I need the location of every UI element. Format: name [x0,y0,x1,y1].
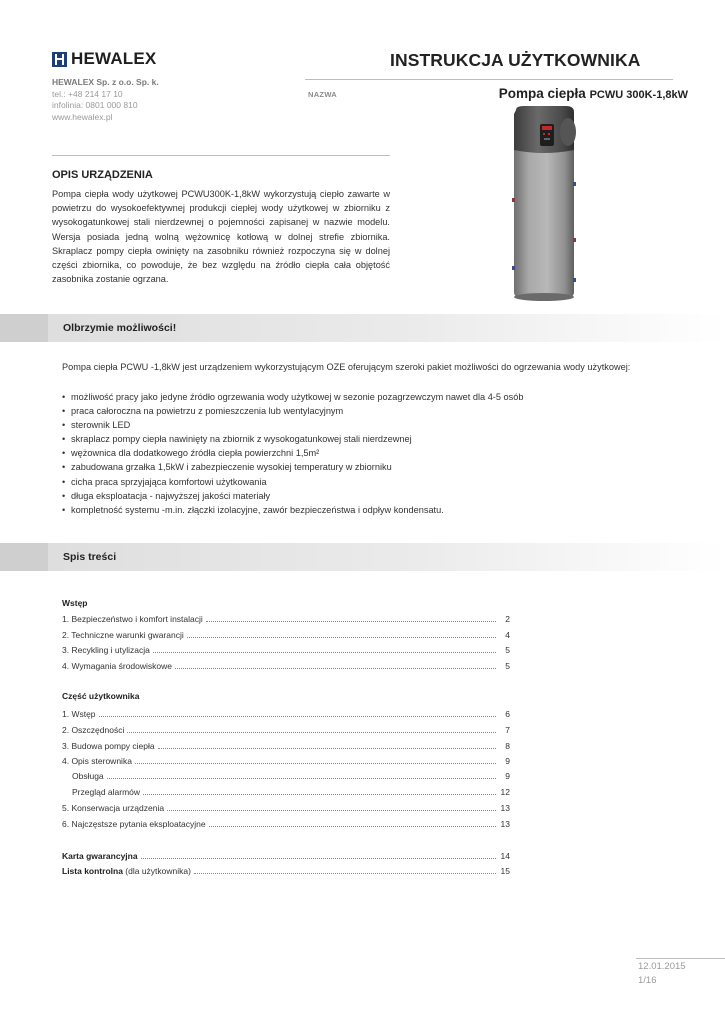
toc-entry-label: 2. Oszczędności [62,725,125,735]
toc-entry[interactable] [62,817,510,829]
toc-entry-page: 13 [500,803,510,813]
footer-date: 12.01.2015 [638,961,686,972]
list-item: • skraplacz pompy ciepła nawinięty na zbiornik z wysokogatunkowej stali nierdzewnej [62,432,523,446]
toc-entry[interactable] [62,769,510,781]
list-item: • zabudowana grzałka 1,5kW i zabezpieczenie wysokiej temperatury w zbiorniku [62,460,523,474]
toc-entry[interactable] [62,628,510,640]
toc-band [0,543,725,571]
description-body: Pompa ciepła wody użytkowej PCWU300K-1,8kW wykorzystują ciepło zawarte w powietrzu do wysokoefektywnej produkcji ciepłej wody użytkowej w zbiorniku z wysokogatunkowej stali nierdzewnej o pojemności zapisanej w nazwie modelu. Wersja posiada jedną wolną wężownicę kotłową w dolnej strefie zbiornika. Skraplacz pompy ciepła owinięty na zasobniku również rozpoczyna się w dolnej części zbiornika, co powoduje, że bez względu na źródło ciepła cała objętość zasobnika zostanie ogrzana. [52,189,390,285]
toc-entry-label: Przegląd alarmów [72,787,141,797]
company-name: HEWALEX Sp. z o.o. Sp. k. [52,77,159,87]
company-phone: tel.: +48 214 17 10 [52,88,123,99]
toc-entry-page: 13 [500,819,510,829]
company-infoline: infolinia: 0801 000 810 [52,100,138,110]
capabilities-intro: Pompa ciepła PCWU -1,8kW jest urządzeniem wykorzystującym OZE oferującym szeroki pakiet możliwości do ogrzewania wody użytkowej: [62,362,631,372]
toc-entry-suffix: (dla użytkownika) [122,866,191,876]
toc-entry-page: 9 [505,771,510,781]
toc-entry-label: 3. Budowa pompy ciepła [62,741,155,751]
list-item: • możliwość pracy jako jedyne źródło ogrzewania wody użytkowej w sezonie pozagrzewczym nawet dla 4-5 osób [62,390,523,404]
list-item: • kompletność systemu -m.in. złączki izolacyjne, zawór bezpieczeństwa i odpływ kondensatu. [62,503,523,517]
toc-entry-label: 2. Techniczne warunki gwarancji [62,630,184,640]
brand-name: HEWALEX [71,49,157,68]
toc-heading: Spis treści [63,551,117,563]
hewalex-logo [52,50,156,68]
toc-entry-page: 7 [505,725,510,735]
company-website: www.hewalex.pl [52,111,113,122]
toc-entry-label: Obsługa [72,771,104,781]
hewalex-logo-mark-icon [52,52,67,67]
toc-entry[interactable] [62,723,510,735]
toc-entry-label: 1. Wstęp [62,709,96,719]
toc-entry-checklist[interactable] [62,864,510,876]
heat-pump-product-image [500,106,588,302]
toc-entry-label: Karta gwarancyjna [62,851,138,861]
model-prefix: Pompa ciepła [498,86,586,101]
toc-entry-label: 4. Opis sterownika [62,756,132,766]
footer-page-number: 1/16 [638,975,657,986]
toc-entry-page: 4 [505,630,510,640]
toc-entry-page: 14 [500,851,510,861]
company-contact [52,77,159,123]
toc-entry-page: 9 [505,756,510,766]
toc-section-intro: Wstęp [62,598,88,608]
toc-entry-page: 5 [505,661,510,671]
toc-entry-warranty-card[interactable] [62,849,510,861]
toc-entry-label: 5. Konserwacja urządzenia [62,803,165,813]
toc-entry-label: 6. Najczęstsze pytania eksploatacyjne [62,819,206,829]
capabilities-list [62,390,523,517]
document-title: INSTRUKCJA UŻYTKOWNIKA [390,50,641,70]
toc-entry-page: 15 [500,866,510,876]
model-code: PCWU 300K-1,8kW [589,89,688,101]
list-item: • cicha praca sprzyjająca komfortowi użytkowania [62,475,523,489]
toc-entry-page: 8 [505,741,510,751]
toc-entry[interactable] [62,754,510,766]
toc-entry-page: 12 [500,787,510,797]
toc-entry-page: 2 [505,614,510,624]
toc-entry-page: 6 [505,709,510,719]
toc-entry[interactable] [62,801,510,813]
title-divider [305,79,673,80]
toc-entry[interactable] [62,612,510,624]
toc-entry-page: 5 [505,645,510,655]
model-name [499,86,688,101]
list-item: • długa eksploatacja - najwyższej jakości materiały [62,489,523,503]
name-label: NAZWA [308,90,337,99]
list-item: • wężownica dla dodatkowego źródła ciepła powierzchni 1,5m² [62,446,523,460]
description-heading: OPIS URZĄDZENIA [52,169,153,181]
toc-entry-label: 1. Bezpieczeństwo i komfort instalacji [62,614,203,624]
description-divider [52,155,390,156]
footer-divider [636,958,725,959]
toc-entry-label: 4. Wymagania środowiskowe [62,661,172,671]
toc-entry[interactable] [62,739,510,751]
toc-entry[interactable] [62,785,510,797]
list-item: • sterownik LED [62,418,523,432]
toc-entry-label: 3. Recykling i utylizacja [62,645,150,655]
toc-entry[interactable] [62,707,510,719]
capabilities-band [0,314,725,342]
toc-entry[interactable] [62,643,510,655]
capabilities-heading: Olbrzymie możliwości! [63,322,177,334]
toc-entry-label: Lista kontrolna [62,866,123,876]
list-item: • praca całoroczna na powietrzu z pomieszczenia lub wentylacyjnym [62,404,523,418]
toc-section-user: Część użytkownika [62,691,140,701]
toc-entry[interactable] [62,659,510,671]
